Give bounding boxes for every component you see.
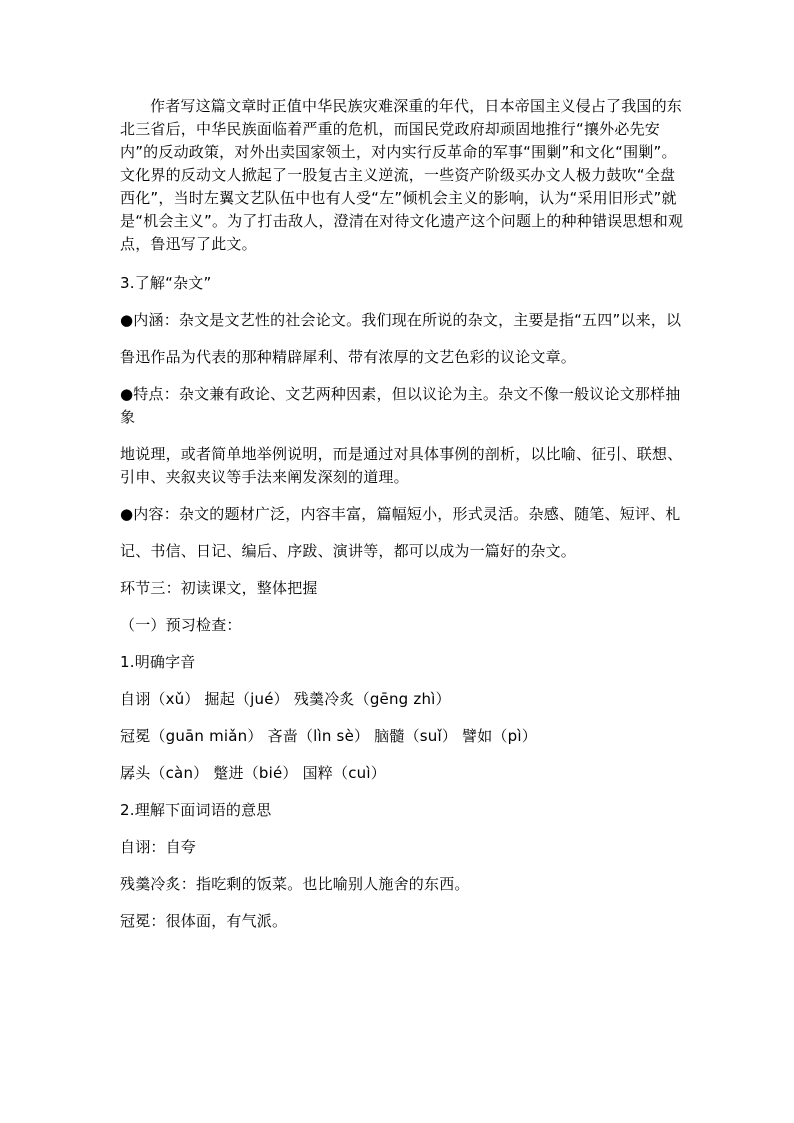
- document-page: [120, 95, 684, 933]
- meaning-line-1: ●内涵：杂文是文艺性的社会论文。我们现在所说的杂文，主要是指“五四”以来，以: [120, 311, 682, 329]
- section-heading-zawen: 3.了解“杂文”: [120, 274, 212, 292]
- meaning-line-2: 鲁迅作品为代表的那种精辟犀利、带有浓厚的文艺色彩的议论文章。: [120, 348, 577, 366]
- vocabulary-item-2: 残羹冷炙：指吃剩的饭菜。也比喻别人施舍的东西。: [120, 875, 470, 893]
- pronunciation-line-1: 自诩（xǔ） 掘起（jué） 残羹冷炙（gēng zhì）: [120, 690, 451, 708]
- pronunciation-heading: 1.明确字音: [120, 653, 196, 671]
- intro-paragraph: 作者写这篇文章时正值中华民族灾难深重的年代，日本帝国主义侵占了我国的东北三省后，中华民族面临着严重的危机，而国民党政府却顽固地推行“攘外必先安内”的反动政策，对外出卖国家领土，对内实行反革命的军事“围剿”和文化“围剿”。文化界的反动文人掀起了一股复古主义逆流，一些资产阶级买办文人极力鼓吹“全盘西化”，当时左翼文艺队伍中也有人受“左”倾机会主义的影响，认为“采用旧形式”就是“机会主义”。为了打击敌人，澄清在对待文化遗产这个问题上的种种错误思想和观点，鲁迅写了此文。: [120, 97, 684, 253]
- vocabulary-item-1: 自诩：自夸: [120, 838, 197, 856]
- preview-check-heading: （一）预习检查：: [120, 616, 242, 634]
- features-line-1: ●特点：杂文兼有政论、文艺两种因素，但以议论为主。杂文不像一般议论文那样抽象: [120, 385, 681, 426]
- pronunciation-line-3: 孱头（càn） 蹩进（bié） 国粹（cuì）: [120, 764, 386, 782]
- vocabulary-heading: 2.理解下面词语的意思: [120, 801, 272, 819]
- vocabulary-item-3: 冠冕：很体面，有气派。: [120, 912, 288, 930]
- content-line-2: 记、书信、日记、编后、序跋、演讲等，都可以成为一篇好的杂文。: [120, 542, 577, 560]
- content-line-1: ●内容：杂文的题材广泛，内容丰富，篇幅短小，形式灵活。杂感、随笔、短评、札: [120, 505, 681, 523]
- features-line-2: 地说理，或者简单地举例说明，而是通过对具体事例的剖析，以比喻、征引、联想、引申、夹叙夹议等手法来阐发深刻的道理。: [120, 445, 683, 486]
- step-heading: 环节三：初读课文，整体把握: [120, 579, 318, 597]
- pronunciation-line-2: 冠冕（guān miǎn） 吝啬（lìn sè） 脑髓（suǐ） 譬如（pì）: [120, 727, 537, 745]
